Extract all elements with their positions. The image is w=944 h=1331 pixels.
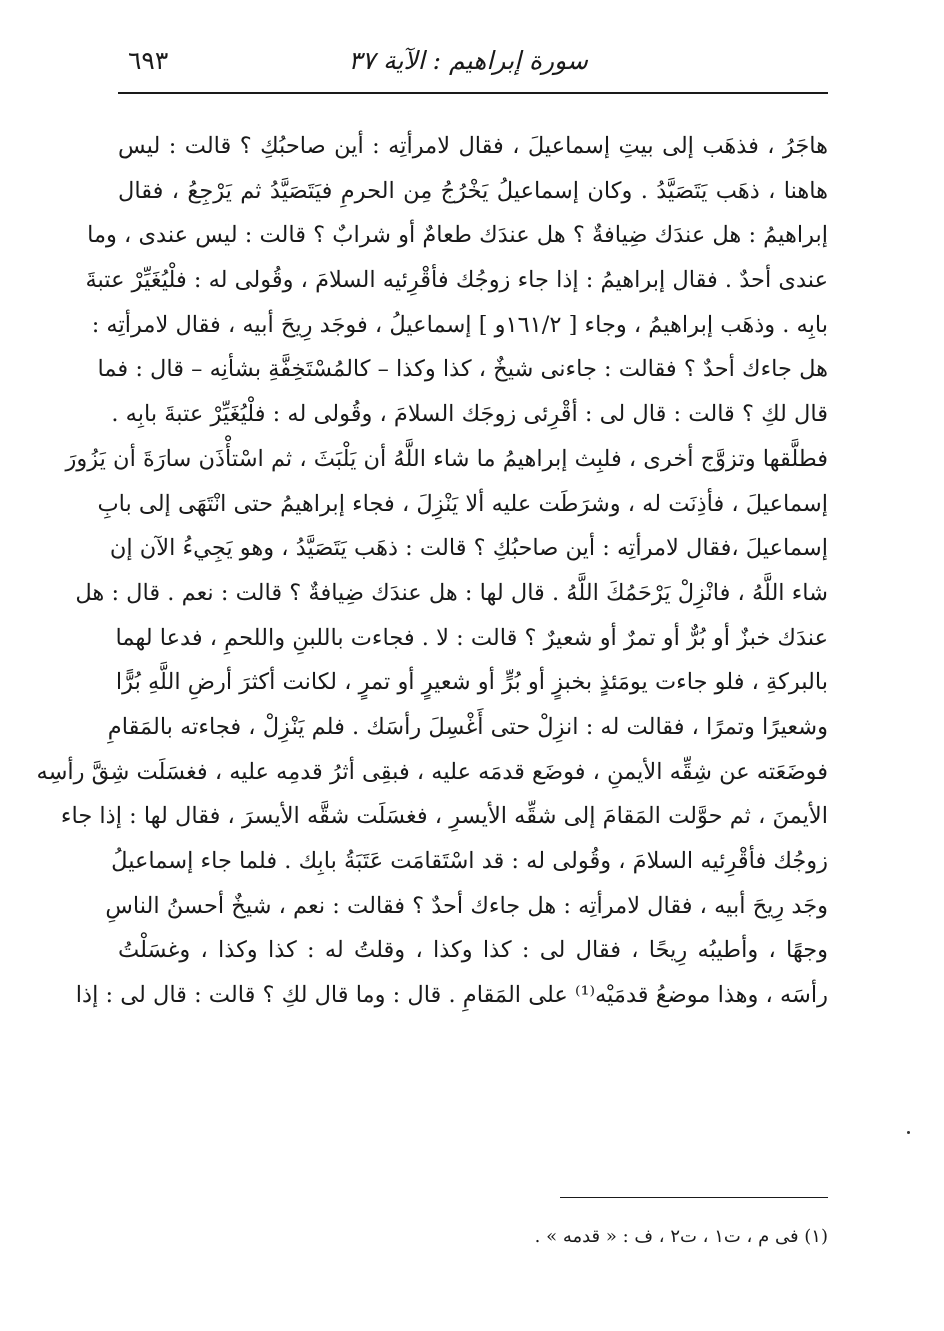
text-line: الأيمنَ ، ثم حوَّلت المَقامَ إلى شقِّه الأيسرِ ، فغسَلَت شقَّه الأيسرَ ، فقال لها : إذا جاء	[60, 803, 828, 830]
text-line: رأسَه ، وهذا موضعُ قدمَيْه⁽¹⁾ على المَقامِ . قال : وما قال لكِ ؟ قالت : قال لى : إذا	[75, 982, 828, 1009]
footnote-divider	[560, 1197, 828, 1198]
text-line: وجهًا ، وأطيبُه رِيحًا ، فقال لى : كذا وكذا ، وقلتُ له : كذا وكذا ، وغسَلْتُ	[118, 937, 828, 964]
text-line: بابِه . وذهَب إبراهيمُ ، وجاء [ ١٦١/٢و ] إسماعيلُ ، فوجَد رِيحَ أبيه ، فقال لامرأتِه :	[91, 311, 828, 338]
text-line: إسماعيلَ ، فأذِنَت له ، وشرَطَت عليه ألا يَنْزِلَ ، فجاء إبراهيمُ حتى انْتَهَى إلى بابِ	[97, 490, 828, 517]
text-line: فوضَعَته عن شِقِّه الأيمنِ ، فوضَع قدمَه عليه ، فبقِى أثرُ قدمِه عليه ، فغسَلَت شِقَّ رأسِه	[36, 758, 828, 785]
text-line: هاجَرُ ، فذهَب إلى بيتِ إسماعيلَ ، فقال لامرأتِه : أين صاحبُكِ ؟ قالت : ليس	[118, 133, 828, 159]
text-line: هاهنا ، ذهَب يَتَصَيَّدُ . وكان إسماعيلُ يَخْرُجُ مِن الحرمِ فيَتَصَيَّدُ ثم يَرْجِعُ ، فقال	[118, 177, 828, 204]
text-line: عندى أحدٌ . فقال إبراهيمُ : إذا جاء زوجُك فأقْرِئيه السلامَ ، وقُولى له : فلْيُغَيِّرْ عتبةَ	[85, 267, 828, 294]
text-line: عندَك خبزٌ أو بُرٌّ أو تمرٌ أو شعيرٌ ؟ قالت : لا . فجاءت باللبنِ واللحمِ ، فدعا لهما	[115, 624, 828, 651]
text-line: فطلَّقها وتزوَّج أخرى ، فلبِث إبراهيمُ ما شاء اللَّهُ أن يَلْبَثَ ، ثم اسْتأْذَن سارَةَ أن يَزُورَ	[65, 445, 828, 472]
page-header	[118, 40, 828, 86]
text-line: وجَد رِيحَ أبيه ، فقال لامرأتِه : هل جاءك أحدٌ ؟ فقالت : نعم ، شيخٌ أحسنُ الناسِ	[105, 892, 828, 919]
running-title: سورة إبراهيم : الآية ٣٧	[348, 46, 588, 75]
text-line: شاء اللَّهُ ، فانْزِلْ يَرْحَمُكَ اللَّهُ . قال لها : هل عندَك ضِيافةٌ ؟ قالت : نعم . قال : هل	[75, 579, 828, 606]
text-line: هل جاءك أحدٌ ؟ فقالت : جاءنى شيخٌ ، كذا وكذا – كالمُسْتَخِفَّةِ بشأنِه – قال : فما	[97, 356, 828, 383]
text-line: بالبركةِ ، فلو جاءت يومَئذٍ بخبزٍ أو بُرٍّ أو شعيرٍ أو تمرٍ ، لكانت أكثرَ أرضِ اللَّهِ بُرًّا	[115, 669, 828, 696]
page-number: ٦٩٣	[128, 46, 169, 75]
main-text	[36, 124, 828, 1018]
text-line: إبراهيمُ : هل عندَك ضِيافةٌ ؟ هل عندَك طعامٌ أو شرابٌ ؟ قالت : ليس عندى ، وما	[87, 222, 828, 249]
footnote: (١) فى م ، ت١ ، ت٢ ، ف : « قدمه » .	[534, 1226, 828, 1247]
text-line: زوجُك فأقْرِئيه السلامَ ، وقُولى له : قد اسْتَقامَت عَتَبَةُ بابِك . فلما جاء إسماعيلُ	[111, 848, 828, 874]
text-line: وشعيرًا وتمرًا ، فقالت له : انزِلْ حتى أَغْسِلَ رأسَك . فلم يَنْزِلْ ، فجاءته بالمَقامِ	[107, 713, 828, 740]
text-line: قال لكِ ؟ قالت : قال لى : أقْرِئى زوجَك السلامَ ، وقُولى له : فلْيُغَيِّرْ عتبةَ بابِه .	[111, 401, 828, 428]
text-line: إسماعيلَ ،فقال لامرأتِه : أين صاحبُكِ ؟ قالت : ذهَب يَتَصَيَّدُ ، وهو يَجِيءُ الآن إن	[109, 535, 828, 562]
scan-speck	[907, 1131, 910, 1134]
header-divider	[118, 92, 828, 94]
